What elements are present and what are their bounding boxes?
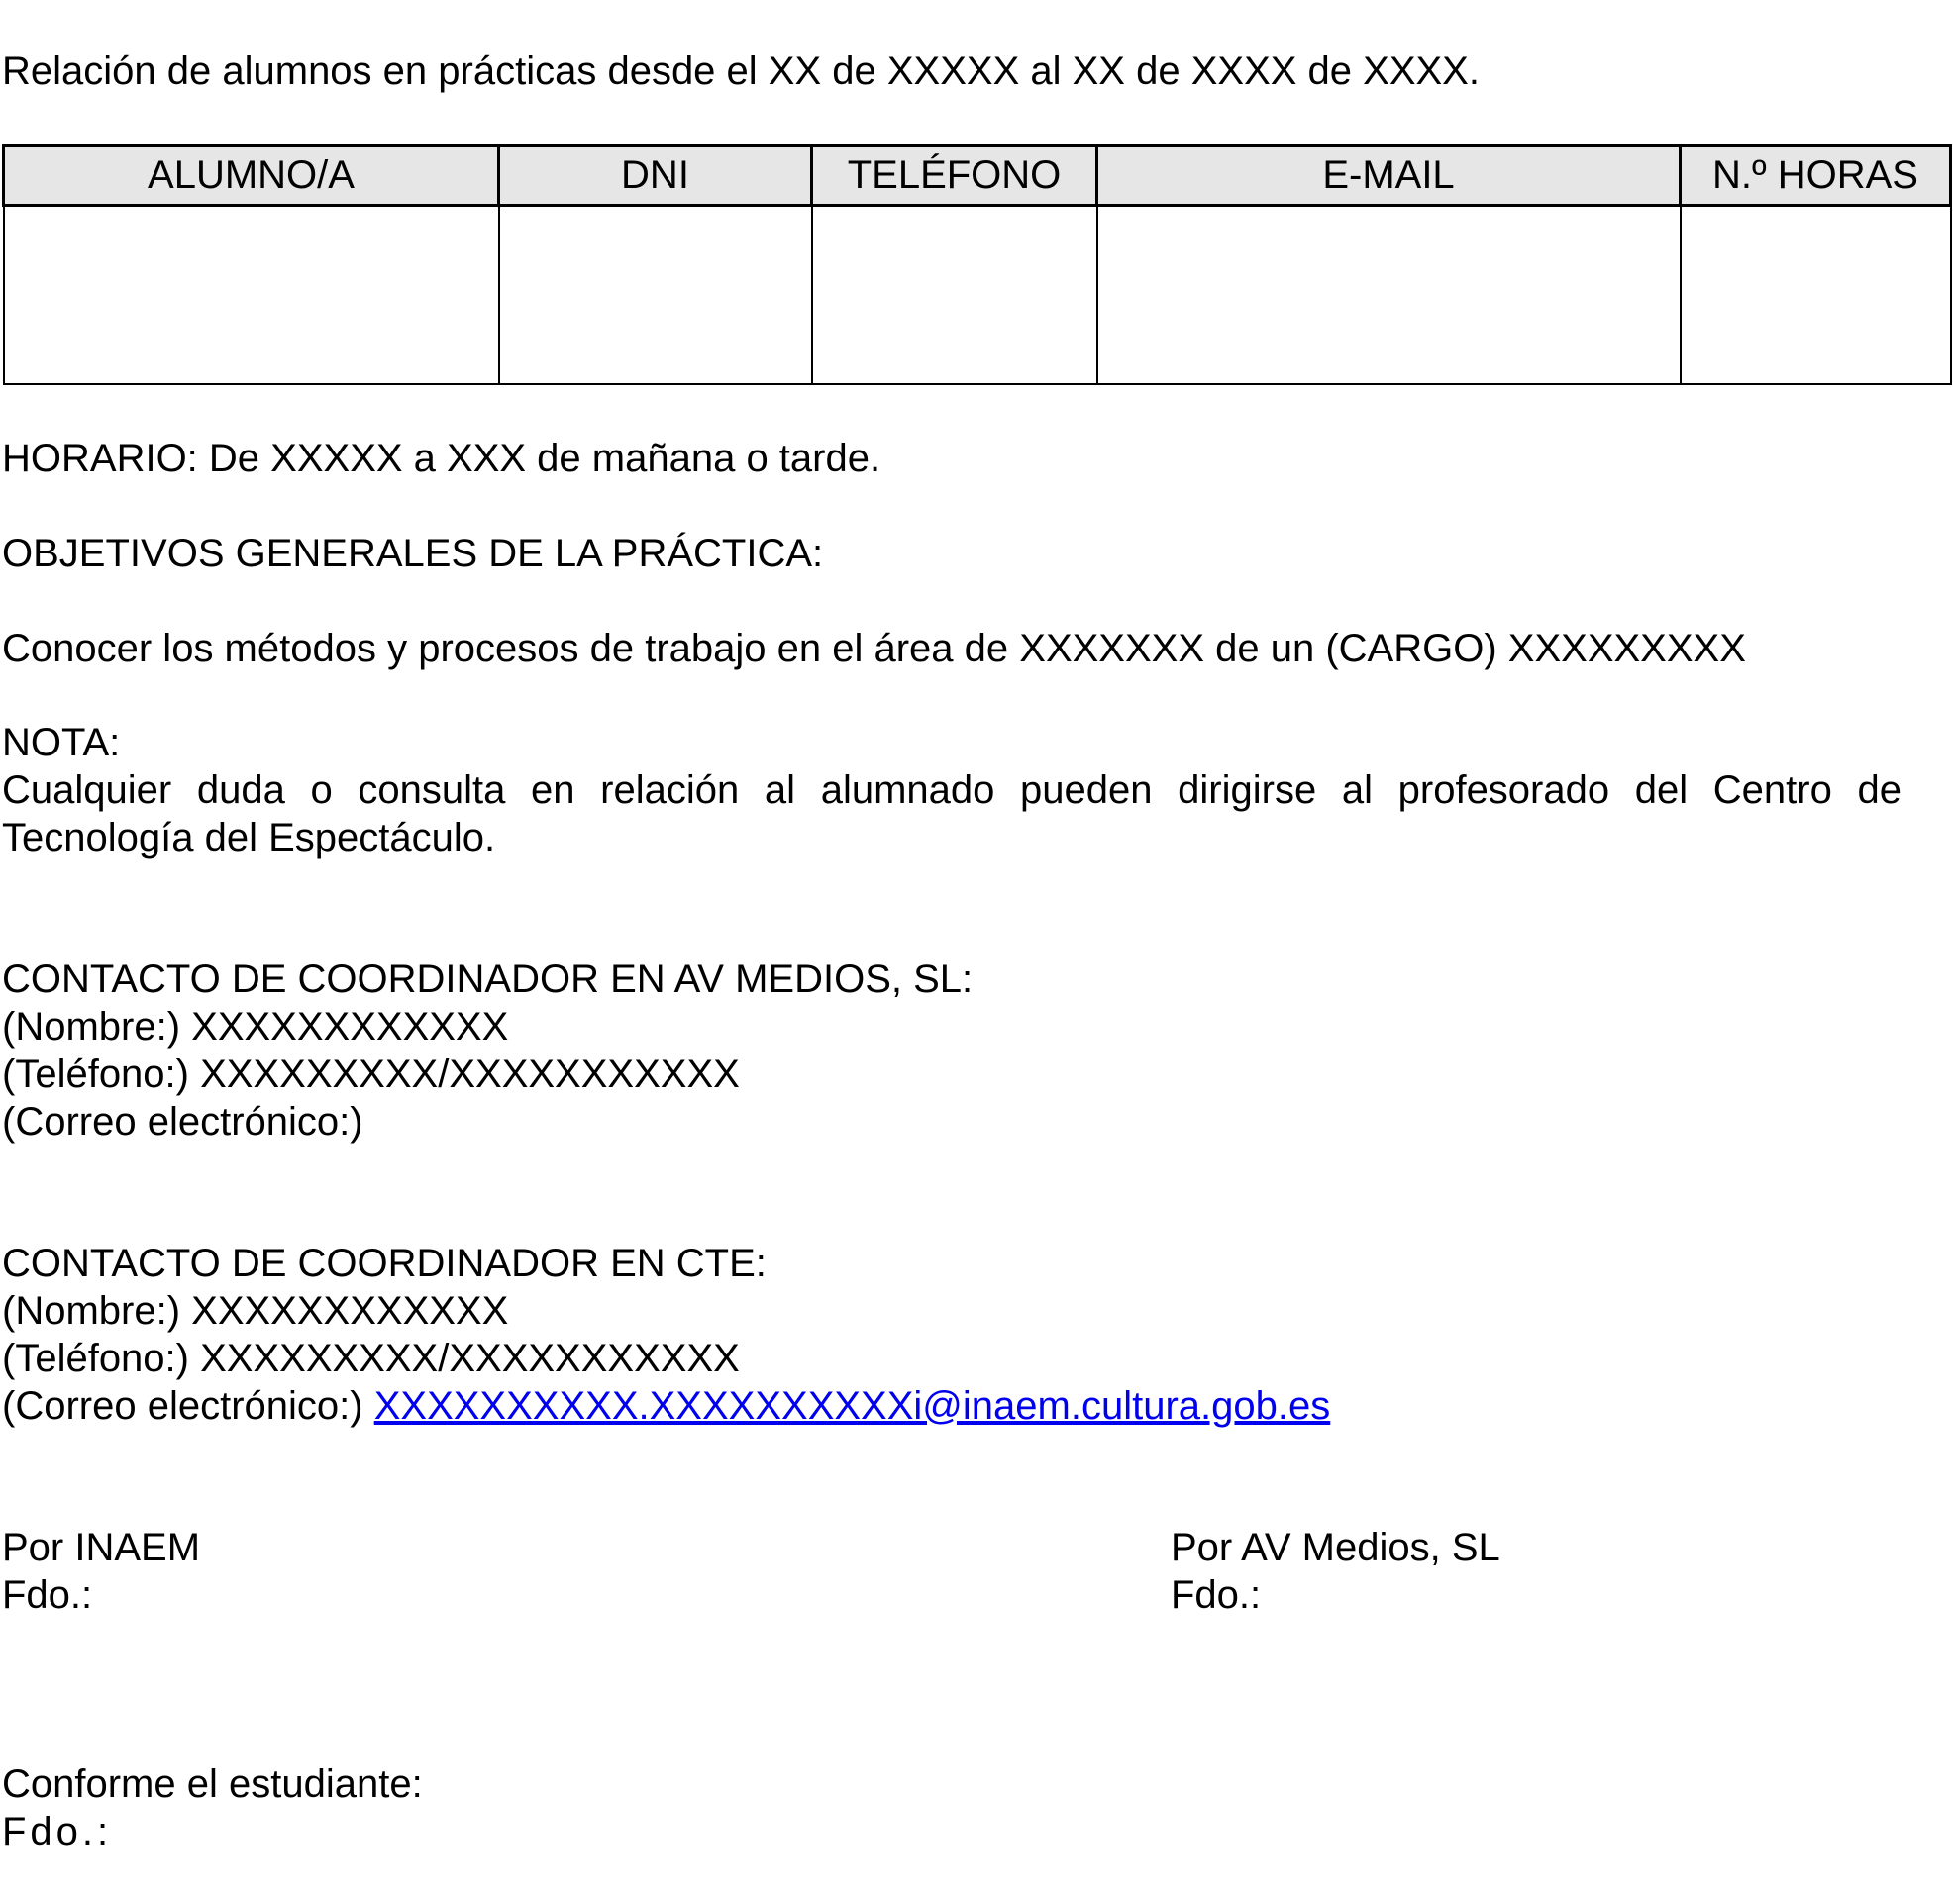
contact-cte-nombre: (Nombre:) XXXXXXXXXXXX <box>2 1289 509 1333</box>
student-fdo: Fdo.: <box>2 1810 113 1854</box>
nota-heading: NOTA: <box>2 721 121 764</box>
intro-text: Relación de alumnos en prácticas desde el XX de XXXXX al XX de XXXX de XXXX. <box>2 50 1480 93</box>
contact-cte-heading: CONTACTO DE COORDINADOR EN CTE: <box>2 1242 767 1285</box>
contact-av-telefono: (Teléfono:) XXXXXXXXX/XXXXXXXXXXX <box>2 1052 740 1096</box>
contact-av-heading: CONTACTO DE COORDINADOR EN AV MEDIOS, SL: <box>2 957 974 1001</box>
contact-av-nombre: (Nombre:) XXXXXXXXXXXX <box>2 1005 509 1049</box>
contact-cte-correo-row <box>2 1382 1330 1430</box>
header-email: E-MAIL <box>1097 146 1681 206</box>
signature-left-fdo: Fdo.: <box>2 1573 93 1617</box>
cell-telefono <box>812 206 1097 385</box>
objetivos-heading: OBJETIVOS GENERALES DE LA PRÁCTICA: <box>2 532 824 575</box>
contact-cte-telefono: (Teléfono:) XXXXXXXXX/XXXXXXXXXXX <box>2 1337 740 1380</box>
table-row <box>4 206 1951 385</box>
header-horas: N.º HORAS <box>1681 146 1951 206</box>
contact-cte-email-link[interactable]: XXXXXXXXXX.XXXXXXXXXXi@inaem.cultura.gob.es <box>373 1384 1331 1428</box>
cell-email <box>1097 206 1681 385</box>
header-alumno: ALUMNO/A <box>4 146 499 206</box>
signature-left-title: Por INAEM <box>2 1526 201 1569</box>
signature-right-fdo: Fdo.: <box>1171 1573 1262 1617</box>
header-telefono: TELÉFONO <box>812 146 1097 206</box>
signature-right-title: Por AV Medios, SL <box>1171 1526 1500 1569</box>
cell-alumno <box>4 206 499 385</box>
objetivos-text: Conocer los métodos y procesos de trabajo en el área de XXXXXXX de un (CARGO) XXXXXXXXX <box>2 627 1746 670</box>
students-table <box>2 144 1952 385</box>
horario-text: HORARIO: De XXXXX a XXX de mañana o tarde. <box>2 437 881 480</box>
nota-text: Cualquier duda o consulta en relación al alumnado pueden dirigirse al profesorado del Centro de Tecnología del Espectáculo. <box>2 768 1902 859</box>
cell-horas <box>1681 206 1951 385</box>
table-header-row <box>4 146 1951 206</box>
cell-dni <box>499 206 812 385</box>
contact-cte-correo-label: (Correo electrónico:) <box>2 1384 363 1428</box>
contact-av-correo: (Correo electrónico:) <box>2 1100 363 1144</box>
header-dni: DNI <box>499 146 812 206</box>
student-label: Conforme el estudiante: <box>2 1762 423 1806</box>
